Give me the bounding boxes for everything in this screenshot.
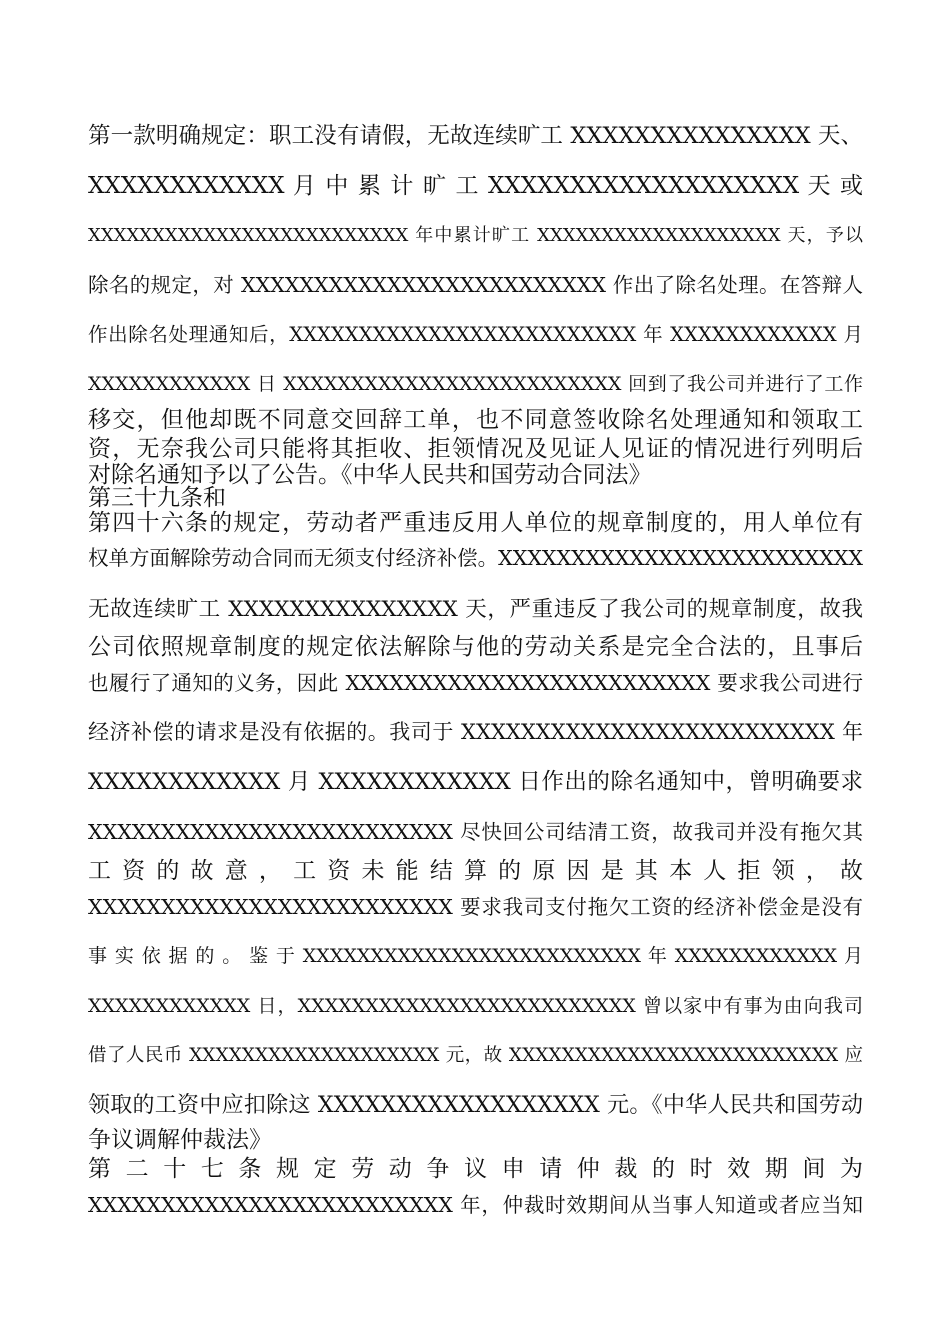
text-line: XXXXXXXXXXXXXXXXXXXXXXXXX 要求我司支付拖欠工资的经济补偿金是没有: [88, 895, 863, 919]
text-line: 经济补偿的请求是没有依据的。我司于 XXXXXXXXXXXXXXXXXXXXXXXXX 年: [88, 720, 863, 744]
text-line: 作出除名处理通知后，XXXXXXXXXXXXXXXXXXXXXXXXX 年 XXXXXXXXXXXX 月: [88, 323, 863, 346]
text-line: 除名的规定，对 XXXXXXXXXXXXXXXXXXXXXXXXX 作出了除名处理。在答辩人: [88, 273, 863, 297]
text-line: XXXXXXXXXXXX 月 中 累 计 旷 工 XXXXXXXXXXXXXXXXXXX 天 或: [88, 173, 863, 199]
text-line: 争议调解仲裁法》: [88, 1127, 272, 1153]
text-line: XXXXXXXXXXXXXXXXXXXXXXXXX 年，仲裁时效期间从当事人知道或者应当知: [88, 1193, 863, 1217]
text-line: 工 资 的 故 意 ， 工 资 未 能 结 算 的 原 因 是 其 本 人 拒 领 ， 故: [88, 858, 863, 884]
text-line: 也履行了通知的义务，因此 XXXXXXXXXXXXXXXXXXXXXXXXX 要求我公司进行: [88, 671, 863, 695]
text-line: 第三十九条和: [88, 485, 226, 511]
text-line: XXXXXXXXXXXX 日，XXXXXXXXXXXXXXXXXXXXXXXXX 曾以家中有事为由向我司: [88, 995, 863, 1017]
text-line: 无故连续旷工 XXXXXXXXXXXXXXX 天，严重违反了我公司的规章制度，故我: [88, 597, 863, 622]
text-line: 移交，但他却既不同意交回辞工单，也不同意签收除名处理通知和领取工: [88, 407, 863, 433]
text-line: XXXXXXXXXXXXXXXXXXXXXXXXX 年中累计旷工 XXXXXXXXXXXXXXXXXXX 天，予以: [88, 225, 863, 246]
text-line: 资，无奈我公司只能将其拒收、拒领情况及见证人见证的情况进行列明后: [88, 436, 863, 462]
text-line: XXXXXXXXXXXX 月 XXXXXXXXXXXX 日作出的除名通知中，曾明确要求: [88, 769, 863, 795]
text-line: XXXXXXXXXXXX 日 XXXXXXXXXXXXXXXXXXXXXXXXX 回到了我公司并进行了工作: [88, 373, 863, 395]
text-line: 第四十六条的规定，劳动者严重违反用人单位的规章制度的，用人单位有: [88, 510, 863, 536]
text-line: 借了人民币 XXXXXXXXXXXXXXXXXXX 元，故 XXXXXXXXXXXXXXXXXXXXXXXXX 应: [88, 1045, 863, 1066]
text-line: 领取的工资中应扣除这 XXXXXXXXXXXXXXXXXX 元。《中华人民共和国劳动: [88, 1093, 863, 1118]
text-line: 权单方面解除劳动合同而无须支付经济补偿。XXXXXXXXXXXXXXXXXXXXXXXXX: [88, 546, 863, 570]
text-line: 对除名通知予以了公告。《中华人民共和国劳动合同法》: [88, 462, 652, 488]
text-line: 公司依照规章制度的规定依法解除与他的劳动关系是完全合法的，且事后: [88, 634, 863, 660]
text-line: 第 二 十 七 条 规 定 劳 动 争 议 申 请 仲 裁 的 时 效 期 间 为: [88, 1156, 863, 1182]
text-line: 事 实 依 据 的 。 鉴 于 XXXXXXXXXXXXXXXXXXXXXXXXX 年 XXXXXXXXXXXX 月: [88, 945, 863, 967]
text-line: 第一款明确规定：职工没有请假，无故连续旷工 XXXXXXXXXXXXXXX 天、: [88, 123, 863, 149]
text-line: XXXXXXXXXXXXXXXXXXXXXXXXX 尽快回公司结清工资，故我司并没有拖欠其: [88, 820, 863, 844]
